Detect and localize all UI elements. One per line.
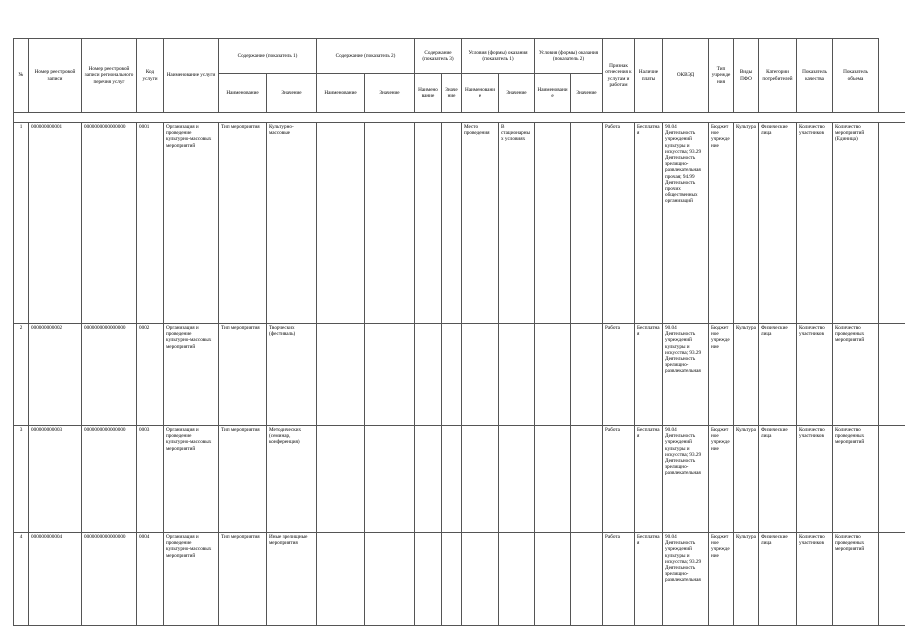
row-inst-type: Бюджетное учреждение [709,426,734,533]
c2-name-subheader: Наименование [317,74,365,113]
row-volume: Количество проведенных мероприятий [833,324,879,426]
row-c3-name [415,123,442,324]
col-reg-header: Номер реестровой записи [29,39,82,113]
c2-value-subheader: Значение [365,74,415,113]
row-no: 3 [14,426,29,533]
row-c3-name [415,533,442,626]
row-c2-name [317,426,365,533]
row-cat: Физические лица [759,324,797,426]
table-row [14,324,905,426]
row-extra [879,324,905,426]
row-cond2-value [571,426,603,533]
row-code: 0004 [137,533,164,626]
row-c3-value [442,123,462,324]
c3-value-subheader: Значение [442,74,462,113]
col-name-header: Наименование услуги [164,39,219,113]
col-cond1-header: Условия (формы) оказания (показатель 1) [462,39,535,74]
row-no: 4 [14,533,29,626]
row-vid: Культура [734,324,759,426]
row-c2-value [365,426,415,533]
row-reg: 000000000001 [29,123,82,324]
row-cond1-name [462,324,499,426]
row-sign: Работа [603,426,635,533]
header-gap [14,113,905,123]
row-c1-value: Иные зрелищные мероприятия [267,533,317,626]
row-quality: Количество участников [797,324,833,426]
row-cond1-value [499,324,535,426]
col-pay-header: Наличие платы [635,39,663,113]
row-service-name: Организация и проведение культурно-массовых мероприятий [164,533,219,626]
col-reg-service-header: Номер реестровой записи регионального перечня услуг [82,39,137,113]
row-code: 0002 [137,324,164,426]
row-c1-name: Тип мероприятия [219,324,267,426]
row-okved: 90.04 Деятельность учреждений культуры и искусства; 93.29 Деятельность зрелищно-развлекательная [663,324,709,426]
row-cond2-value [571,324,603,426]
row-cond2-name [535,426,571,533]
row-cond1-value [499,426,535,533]
row-volume: Количество проведенных мероприятий [833,533,879,626]
row-service-name: Организация и проведение культурно-массовых мероприятий [164,324,219,426]
col-volume-header: Показатель объема [833,39,879,113]
col-sign-header: Признак отнесения к услугам и работам [603,39,635,113]
row-volume: Количество проведенных мероприятий [833,426,879,533]
row-reg-service: 0000000000000000 [82,324,137,426]
row-cat: Физические лица [759,123,797,324]
row-c2-name [317,533,365,626]
row-cat: Физические лица [759,533,797,626]
row-pay: Бесплатная [635,324,663,426]
row-okved: 90.04 Деятельность учреждений культуры и искусства; 93.29 Деятельность зрелищно-развлекательная [663,426,709,533]
row-volume: Количество мероприятий (Единица) [833,123,879,324]
row-cond2-name [535,123,571,324]
row-reg: 000000000003 [29,426,82,533]
table-row [14,123,905,324]
row-sign: Работа [603,123,635,324]
row-cond1-name [462,426,499,533]
row-c2-value [365,324,415,426]
row-vid: Культура [734,123,759,324]
row-extra [879,426,905,533]
row-service-name: Организация и проведение культурно-массовых мероприятий [164,426,219,533]
row-cond1-name: Место проведения [462,123,499,324]
col-content1-header: Содержание (показатель 1) [219,39,317,74]
cond1-name-subheader: Наименование [462,74,499,113]
col-code-header: Код услуги [137,39,164,113]
row-cond2-value [571,123,603,324]
row-quality: Количество участников [797,426,833,533]
row-pay: Бесплатная [635,426,663,533]
row-c3-value [442,533,462,626]
cond1-value-subheader: Значение [499,74,535,113]
col-cond2-header: Условия (формы) оказания (показатель 2) [535,39,603,74]
row-pay: Бесплатная [635,123,663,324]
table-row [14,533,905,626]
row-sign: Работа [603,324,635,426]
row-reg-service: 0000000000000000 [82,123,137,324]
c1-name-subheader: Наименование [219,74,267,113]
row-extra [879,123,905,324]
row-quality: Количество участников [797,533,833,626]
row-c1-value: Культурно-массовые [267,123,317,324]
row-inst-type: Бюджетное учреждение [709,533,734,626]
row-vid: Культура [734,533,759,626]
table-row [14,426,905,533]
col-content3-header: Содержание (показатель 3) [415,39,462,74]
row-okved: 90.04 Деятельность учреждений культуры и искусства; 93.29 Деятельность зрелищно-развлекательная прочая; 94.99 Деятельность прочих общественных организаций [663,123,709,324]
row-cond1-name [462,533,499,626]
row-c1-value: Методических (семинар, конференция) [267,426,317,533]
cond2-value-subheader: Значение [571,74,603,113]
row-cat: Физические лица [759,426,797,533]
row-no: 1 [14,123,29,324]
row-c1-value: Творческих (фестиваль) [267,324,317,426]
col-cat-header: Категории потребителей [759,39,797,113]
row-service-name: Организация и проведение культурно-массовых мероприятий [164,123,219,324]
row-reg-service: 0000000000000000 [82,533,137,626]
row-c3-name [415,426,442,533]
col-no-header: № [14,39,29,113]
row-cond1-value [499,533,535,626]
col-vid-header: Виды ПФО [734,39,759,113]
row-c3-name [415,324,442,426]
row-reg: 000000000002 [29,324,82,426]
row-extra [879,533,905,626]
service-register-table [13,38,905,626]
cond2-name-subheader: Наименование [535,74,571,113]
row-reg: 000000000004 [29,533,82,626]
row-code: 0003 [137,426,164,533]
c3-name-subheader: Наименование [415,74,442,113]
row-cond2-value [571,533,603,626]
row-c2-value [365,123,415,324]
row-c3-value [442,426,462,533]
row-okved: 90.04 Деятельность учреждений культуры и искусства; 93.29 Деятельность зрелищно-развлекательная [663,533,709,626]
row-quality: Количество участников [797,123,833,324]
c1-value-subheader: Значение [267,74,317,113]
row-c1-name: Тип мероприятия [219,123,267,324]
row-inst-type: Бюджетное учреждение [709,123,734,324]
row-c2-value [365,533,415,626]
row-c3-value [442,324,462,426]
col-content2-header: Содержание (показатель 2) [317,39,415,74]
row-cond2-name [535,533,571,626]
col-inst-type-header: Тип учреждения [709,39,734,113]
col-okved-header: ОКВЭД [663,39,709,113]
row-no: 2 [14,324,29,426]
row-vid: Культура [734,426,759,533]
row-inst-type: Бюджетное учреждение [709,324,734,426]
row-c1-name: Тип мероприятия [219,533,267,626]
row-c1-name: Тип мероприятия [219,426,267,533]
row-c2-name [317,123,365,324]
col-quality-header: Показатель качества [797,39,833,113]
row-pay: Бесплатная [635,533,663,626]
row-code: 0001 [137,123,164,324]
row-c2-name [317,324,365,426]
row-sign: Работа [603,533,635,626]
row-reg-service: 0000000000000000 [82,426,137,533]
row-cond1-value: В стационарных условиях [499,123,535,324]
register-page [13,38,891,626]
row-cond2-name [535,324,571,426]
